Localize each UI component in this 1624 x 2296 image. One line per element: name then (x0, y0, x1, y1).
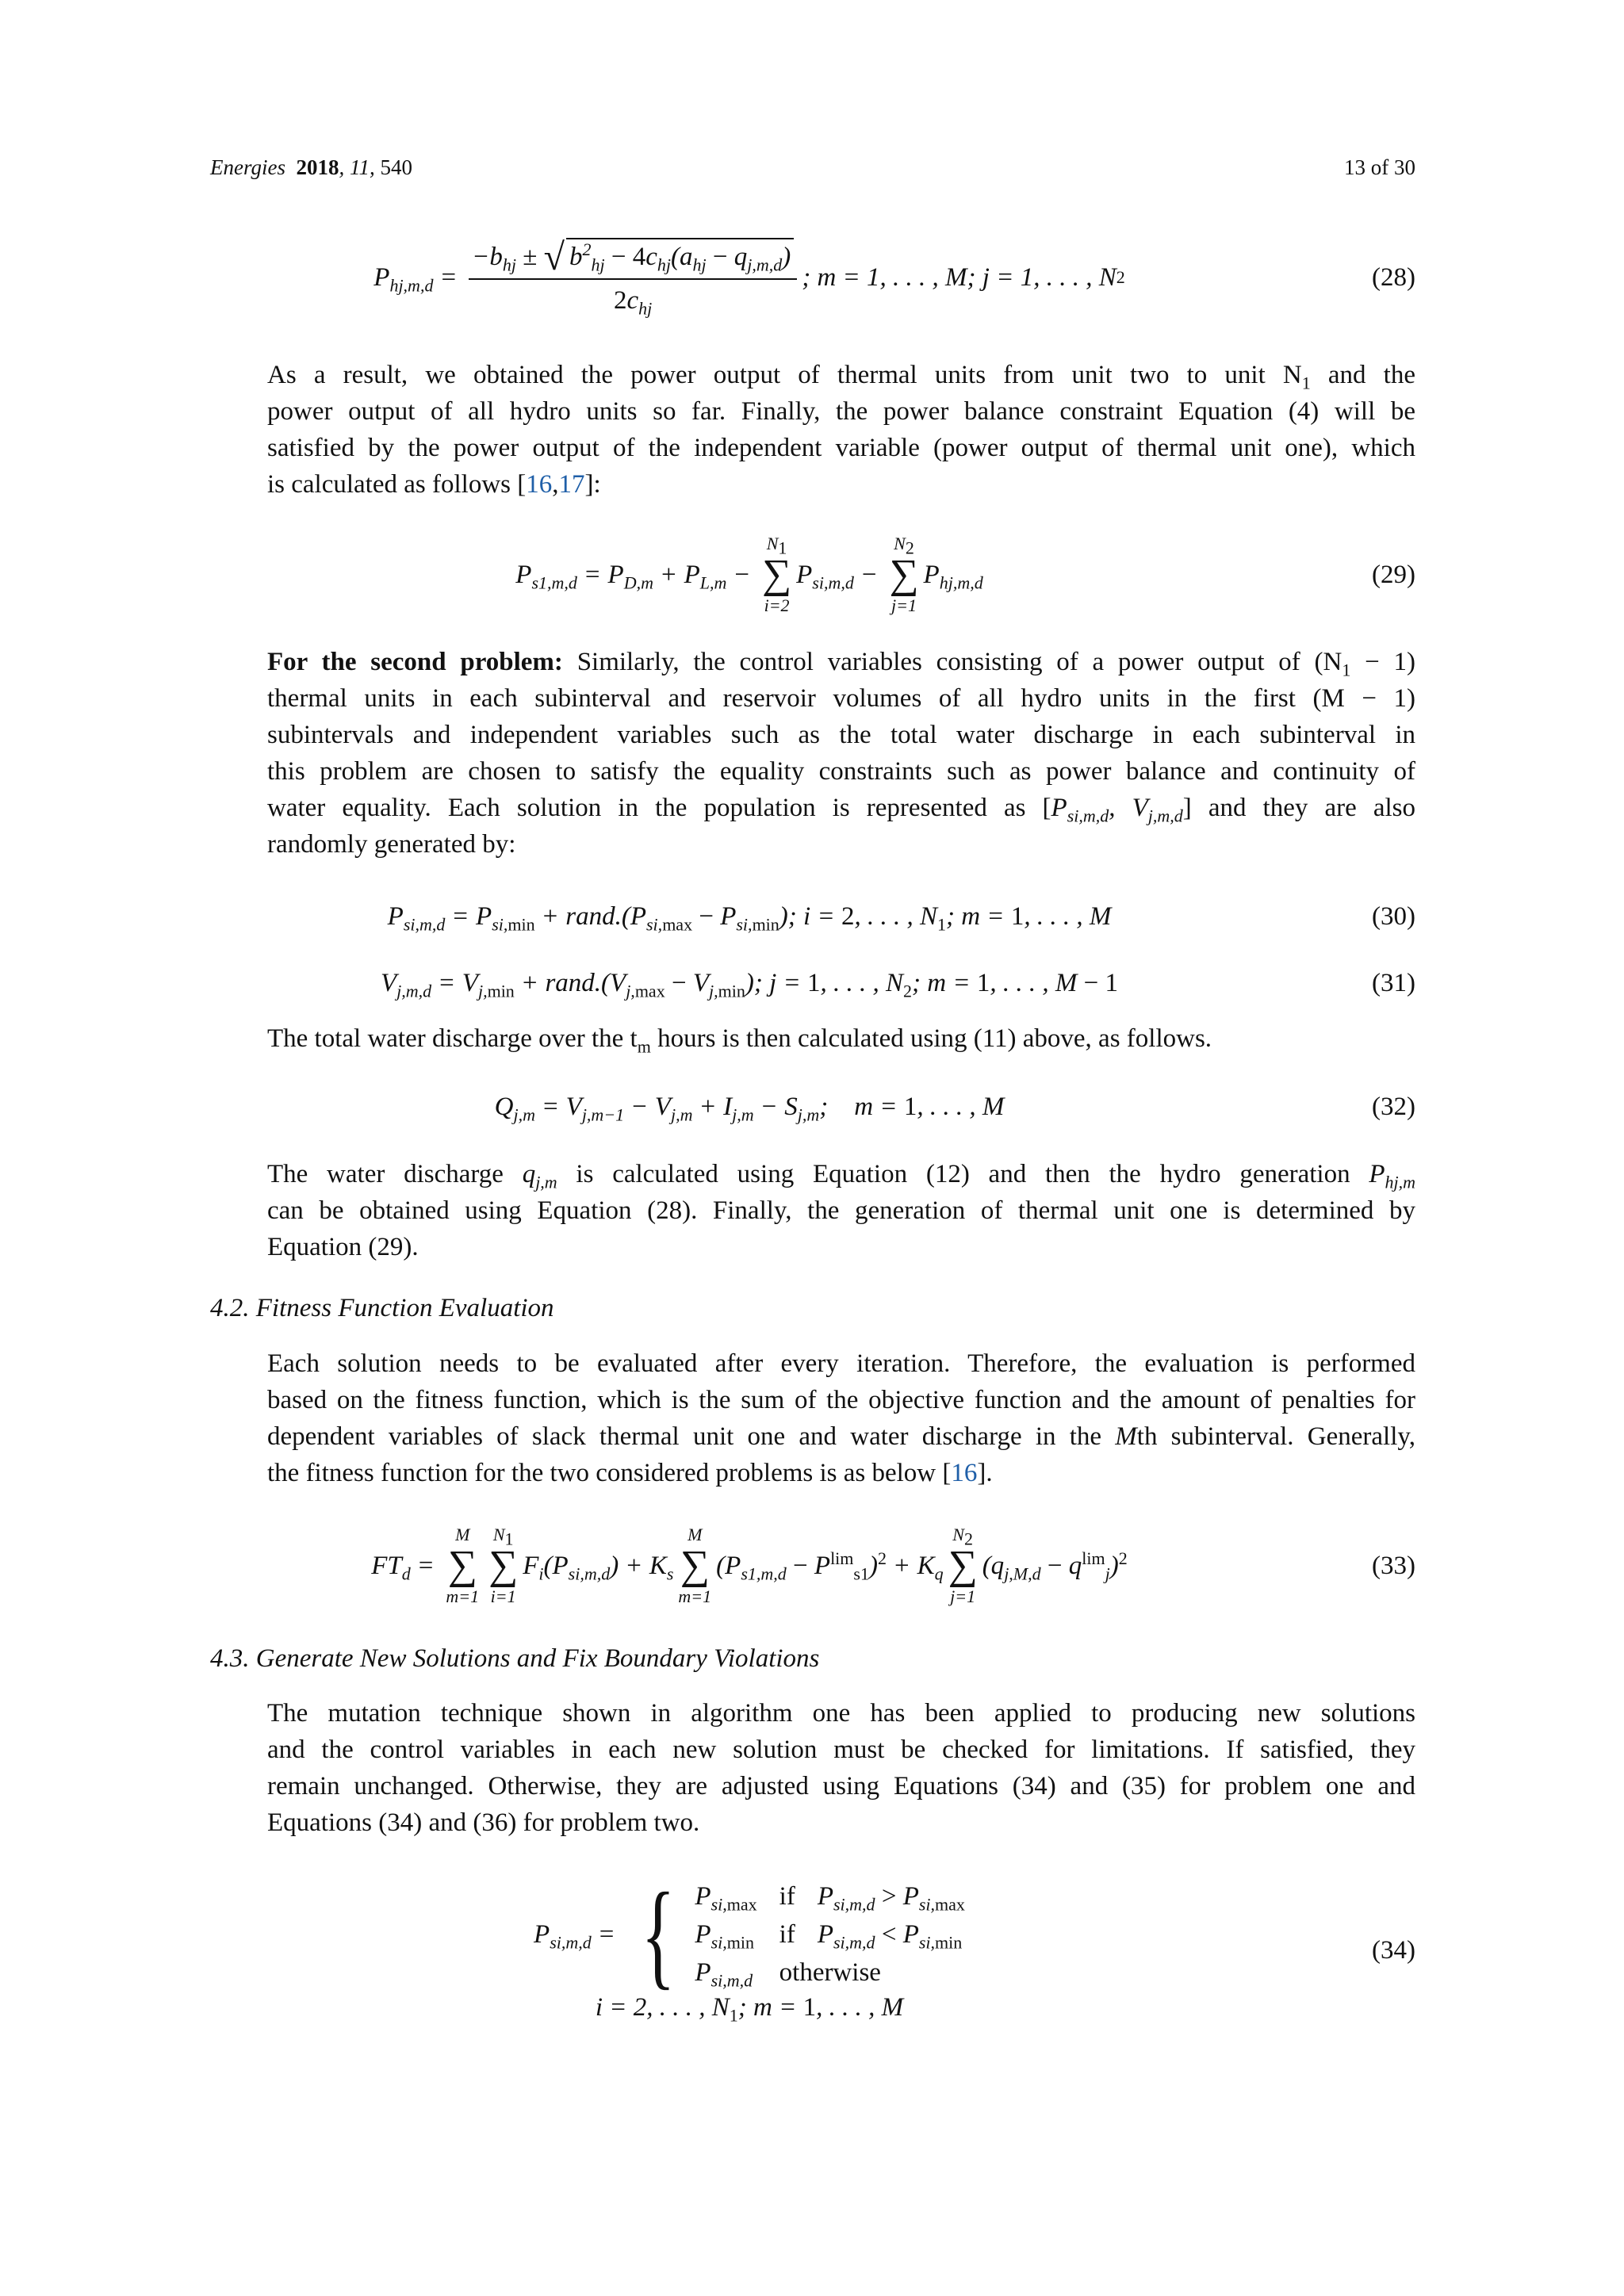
equation-32: $Q_{j,m}$ = $V_{j,m-1}$ − $V_{j,m}$ + $I_{j,m}$ − $S_{j,m}$; m = 1, . . . , M (32) (210, 1085, 1415, 1129)
citation-link[interactable]: 17 (558, 470, 585, 499)
equation-33: $FT_d$ = M ∑ m=1 $N_1$ ∑ i=1 $F_i(P_{si,m,d})$ + $K_s$ M ∑ m=1 $(P_{s1,m,d} - P^{lim}_{s1})^2$ + $K_q$ $N_2$ ∑ j=1 $(q_{j,M,d} - q^{lim}_j)^2$ (33) (371, 1525, 1415, 1606)
equation-31: $V_{j,m,d}$ = $V_{j,min}$ + $rand.(V_{j,max} - V_{j,min})$; j = 1, . . . , $N_2$; m = 1, . . . , M − 1 (31) (210, 961, 1415, 1005)
equation-number: (31) (1372, 969, 1415, 997)
journal-citation: Energies 2018, 11, 540 (210, 155, 412, 179)
equation-34: $P_{si,m,d}$ = { $P_{si,max}$ if $P_{si,m,d} > P_{si,max}$ $P_{si,min}$ if $P_{si,m,d} < P_{si,min}$ $P_{si,m,d}$ otherwise i = 2, . . . , $N_1$; m = 1, . . . , M (34) (534, 1869, 1415, 2026)
equation-number: (33) (1372, 1552, 1415, 1580)
equation-29: $P_{s1,m,d}$ = $P_{D,m}$ + $P_{L,m}$ − $N_1$ ∑ i=2 $P_{si,m,d}$ − $N_2$ ∑ j=1 $P_{hj,m,d}$ (29) (515, 534, 1415, 615)
equation-number: (32) (1372, 1093, 1415, 1121)
paragraph: As a result, we obtained the power output of thermal units from unit two to unit $N_1$ and the power output of all hydro units so far. Finally, the power balance constraint Equation (4) will be satisfied by the power output of the independent variable (power output of thermal unit one), which is calculated as follows [16,17]: (267, 361, 1415, 499)
paragraph: The total water discharge over the $t_m$ hours is then calculated using (11) above, as follows. (267, 1024, 1212, 1057)
citation-link[interactable]: 16 (951, 1459, 978, 1487)
page-header (210, 149, 1415, 181)
paragraph: For the second problem: Similarly, the control variables consisting of a power output of $(N_1 - 1)$ thermal units in each subinterval and reservoir volumes of all hydro units in the first (M − 1) subintervals and independent variables such as the total water discharge in each subinterval in this problem are chosen to satisfy the equality constraints such as power balance and continuity of water equality. Each solution in the population is represented as [$P_{si,m,d}$, $V_{j,m,d}$] and they are also randomly generated by: (267, 648, 1415, 859)
citation-link[interactable]: 16 (526, 470, 553, 499)
equation-number: (29) (1372, 561, 1415, 589)
page-number: 13 of 30 (1344, 155, 1415, 179)
equation-number: (28) (1372, 263, 1415, 292)
paragraph: Each solution needs to be evaluated after every iteration. Therefore, the evaluation is performed based on the fitness function, which is the sum of the objective function and the amount of penalties for dependent variables of slack thermal unit one and water discharge in the Mth subinterval. Generally, the fitness function for the two considered problems is as below [16]. (267, 1349, 1415, 1487)
equation-number: (34) (1372, 1936, 1415, 1965)
section-heading: 4.2. Fitness Function Evaluation (210, 1294, 554, 1322)
equation-30: $P_{si,m,d}$ = $P_{si,min}$ + $rand.(P_{si,max} - P_{si,min})$; i = 2, . . . , $N_1$; m = 1, . . . , M (30) (210, 894, 1415, 939)
equation-28: $P_{hj,m,d}$ = $\frac{-b_{hj} \pm √ b^2_{hj} - 4c_{hj}(a_{hj} - q_{j,m,d})}{2c_{hj}}$ ; m = 1, . . . , M; j = 1, . . . , N 2 (28) (373, 235, 1415, 319)
section-heading: 4.3. Generate New Solutions and Fix Boundary Violations (210, 1644, 820, 1673)
paragraph: The mutation technique shown in algorithm one has been applied to producing new solutions and the control variables in each new solution must be checked for limitations. If satisfied, they remain unchanged. Otherwise, they are adjusted using Equations (34) and (35) for problem one and Equations (34) and (36) for problem two. (267, 1699, 1415, 1837)
equation-number: (30) (1372, 902, 1415, 931)
paragraph: The water discharge $q_{j,m}$ is calculated using Equation (12) and then the hydro generation $P_{hj,m}$ can be obtained using Equation (28). Finally, the generation of thermal unit one is determined by Equation (29). (267, 1160, 1416, 1261)
